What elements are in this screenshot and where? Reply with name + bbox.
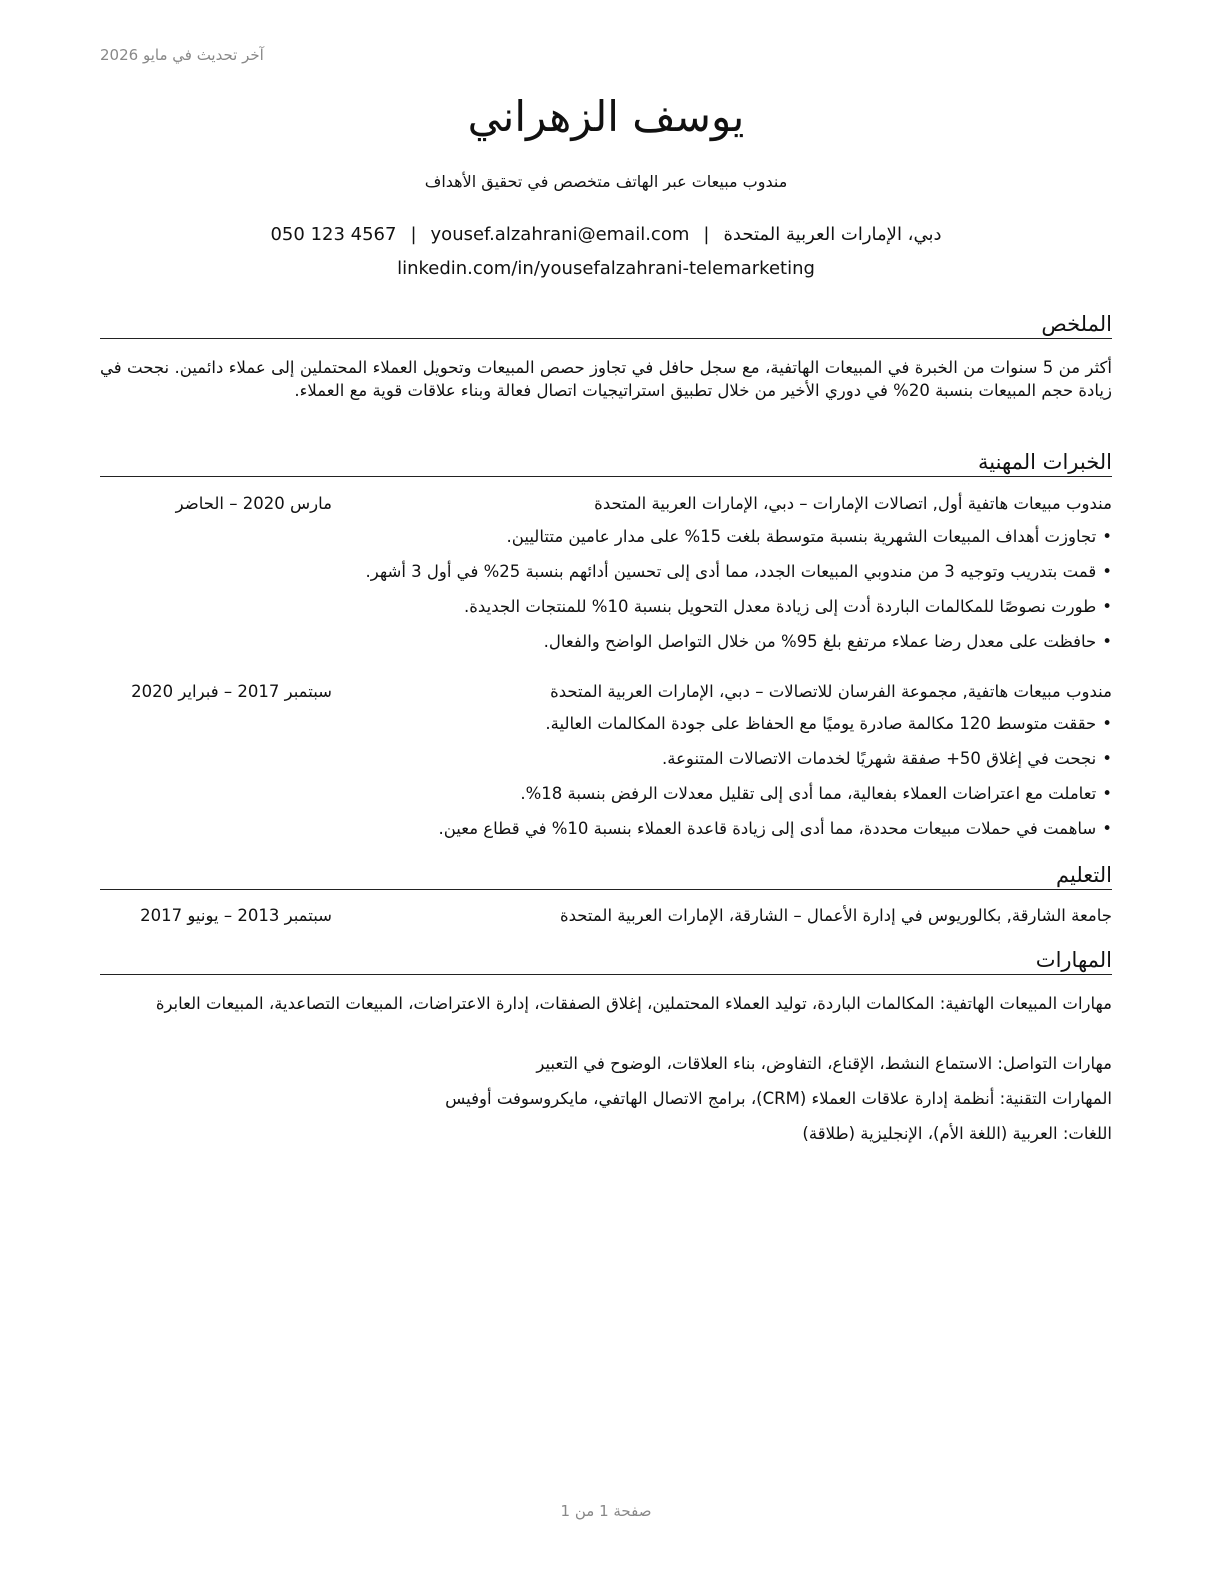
job-title: مندوب مبيعات هاتفية أول, اتصالات الإمارات – دبي، الإمارات العربية المتحدة	[594, 494, 1112, 513]
job-bullets	[100, 713, 1112, 853]
contact-line	[100, 224, 1112, 245]
section-heading-education: التعليم	[100, 863, 1112, 890]
list-item: •نجحت في إغلاق 50+ صفقة شهريًا لخدمات الاتصالات المتنوعة.	[661, 749, 1112, 768]
separator: |	[703, 224, 710, 245]
bullet-marker: •	[1102, 632, 1112, 651]
list-item: •حققت متوسط 120 مكالمة صادرة يوميًا مع الحفاظ على جودة المكالمات العالية.	[545, 714, 1112, 733]
list-item: •طورت نصوصًا للمكالمات الباردة أدت إلى زيادة معدل التحويل بنسبة 10% للمنتجات الجديدة.	[464, 597, 1112, 616]
tagline: مندوب مبيعات عبر الهاتف متخصص في تحقيق الأهداف	[424, 172, 788, 191]
bullet-marker: •	[1102, 819, 1112, 838]
email-link[interactable]: yousef.alzahrani@email.com	[430, 224, 690, 245]
skill-line: اللغات: العربية (اللغة الأم)، الإنجليزية (طلاقة)	[802, 1124, 1112, 1143]
location: دبي، الإمارات العربية المتحدة	[723, 224, 942, 245]
list-item: •تجاوزت أهداف المبيعات الشهرية بنسبة متوسطة بلغت 15% على مدار عامين متتاليين.	[506, 527, 1112, 546]
list-item: •تعاملت مع اعتراضات العملاء بفعالية، مما أدى إلى تقليل معدلات الرفض بنسبة 18%.	[520, 784, 1112, 803]
education-entry	[100, 906, 1112, 930]
bullet-marker: •	[1102, 784, 1112, 803]
bullet-marker: •	[1102, 527, 1112, 546]
candidate-name: يوسف الزهراني	[467, 92, 745, 141]
job-dates: سبتمبر 2017 – فبراير 2020	[131, 682, 332, 701]
education-dates: سبتمبر 2013 – يونيو 2017	[140, 906, 332, 925]
job-title: مندوب مبيعات هاتفية, مجموعة الفرسان للاتصالات – دبي، الإمارات العربية المتحدة	[550, 682, 1112, 701]
job-header	[100, 682, 1112, 706]
separator: |	[410, 224, 417, 245]
phone-number: 050 123 4567	[270, 224, 397, 245]
list-item: •قمت بتدريب وتوجيه 3 من مندوبي المبيعات الجدد، مما أدى إلى تحسين أدائهم بنسبة 25% في أول 3 أشهر.	[365, 562, 1112, 581]
bullet-marker: •	[1102, 749, 1112, 768]
job-bullets	[100, 526, 1112, 666]
resume-page	[100, 0, 1112, 1584]
list-item: •ساهمت في حملات مبيعات محددة، مما أدى إلى زيادة قاعدة العملاء بنسبة 10% في قطاع معين.	[438, 819, 1112, 838]
section-heading-experience: الخبرات المهنية	[100, 450, 1112, 477]
list-item: •حافظت على معدل رضا عملاء مرتفع بلغ 95% من خلال التواصل الواضح والفعال.	[543, 632, 1112, 651]
skill-line: مهارات المبيعات الهاتفية: المكالمات الباردة، توليد العملاء المحتملين، إغلاق الصفقات، إدارة الاعتراضات، المبيعات التصاعدية، المبيعات العابرة	[155, 994, 1112, 1013]
linkedin-link[interactable]: linkedin.com/in/yousefalzahrani-telemarketing	[397, 258, 815, 279]
bullet-marker: •	[1102, 597, 1112, 616]
summary-text: أكثر من 5 سنوات من الخبرة في المبيعات الهاتفية، مع سجل حافل في تجاوز حصص المبيعات وتحويل العملاء المحتملين إلى عملاء دائمين. نجحت في زيادة حجم المبيعات بنسبة 20% في دوري الأخير من خلال تطبيق استراتيجيات اتصال فعالة وبناء علاقات قوية مع العملاء.	[100, 358, 1112, 400]
skill-line: المهارات التقنية: أنظمة إدارة علاقات العملاء (CRM)، برامج الاتصال الهاتفي، مايكروسوفت أوفيس	[445, 1089, 1112, 1108]
page-number: صفحة 1 من 1	[560, 1502, 652, 1520]
section-heading-summary: الملخص	[100, 312, 1112, 339]
bullet-marker: •	[1102, 562, 1112, 581]
degree: جامعة الشارقة, بكالوريوس في إدارة الأعمال – الشارقة، الإمارات العربية المتحدة	[559, 906, 1112, 925]
job-dates: مارس 2020 – الحاضر	[175, 494, 332, 513]
section-heading-skills: المهارات	[100, 948, 1112, 975]
bullet-marker: •	[1102, 714, 1112, 733]
last-updated: آخر تحديث في مايو 2026	[100, 46, 264, 64]
job-header	[100, 494, 1112, 518]
skill-line: مهارات التواصل: الاستماع النشط، الإقناع، التفاوض، بناء العلاقات، الوضوح في التعبير	[536, 1054, 1112, 1073]
